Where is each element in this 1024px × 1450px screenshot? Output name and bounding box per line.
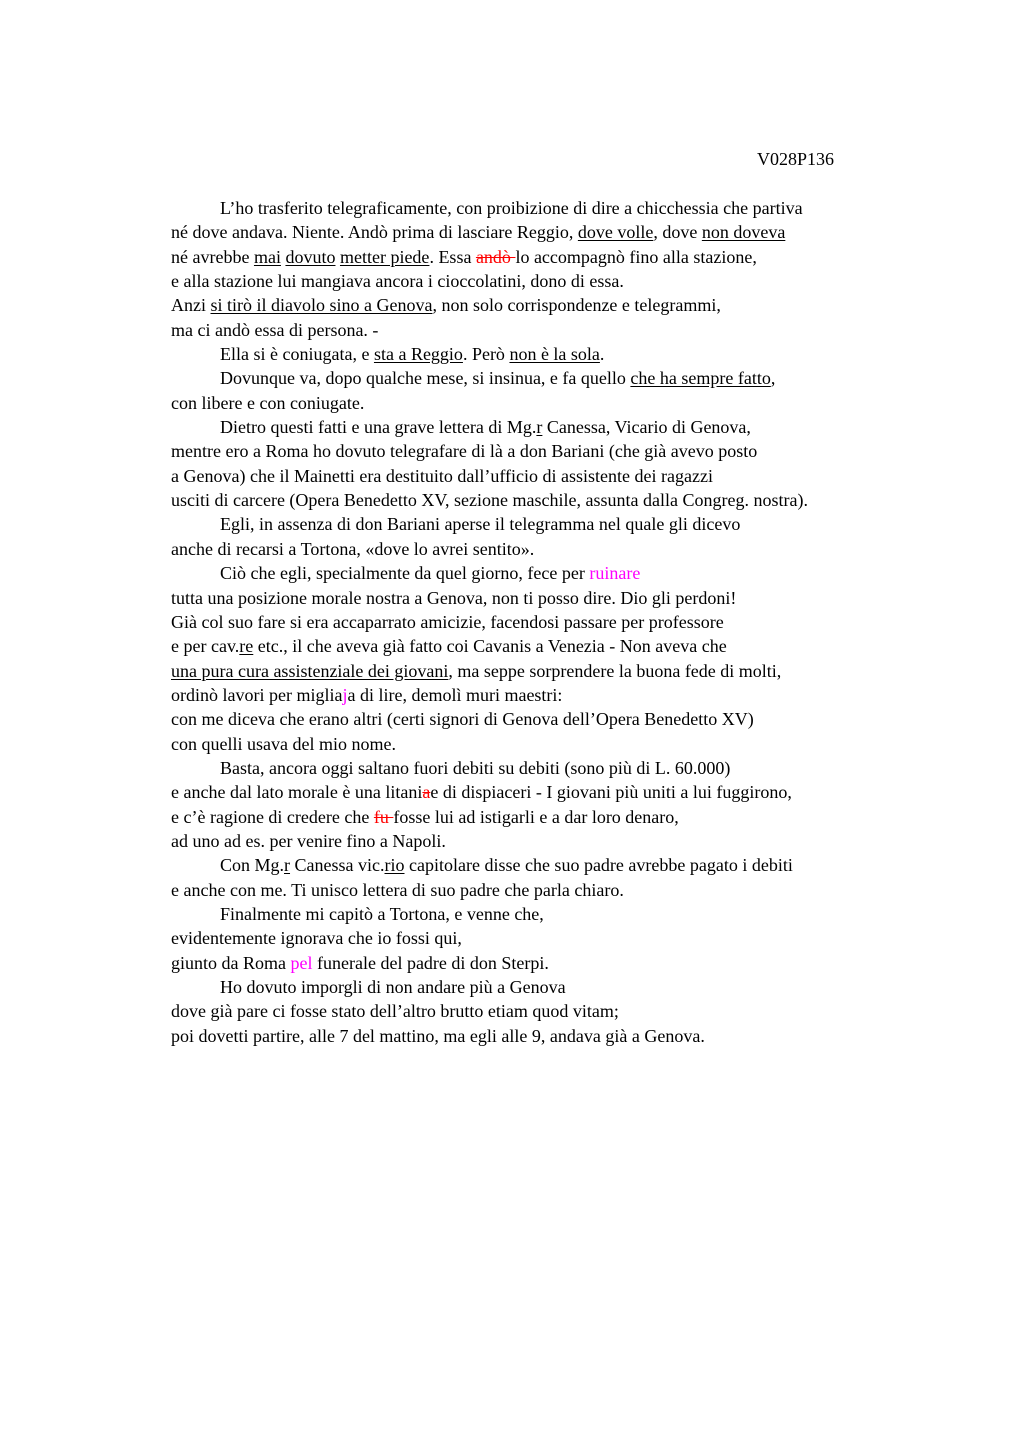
deleted-text: a [422,782,431,803]
text-segment: capitolare disse che suo padre avrebbe pagato i debiti [404,855,793,876]
text-segment: Ella si è coniugata, e [220,344,374,365]
underlined-text: non doveva [701,222,786,243]
text-segment: Ho dovuto imporgli di non andare più a Genova [220,977,566,997]
text-line [171,561,931,585]
text-segment: Finalmente mi capitò a Tortona, e venne che, [220,903,544,924]
text-segment: , dove [653,222,702,243]
text-segment: ordinò lavori per miglia [171,684,343,705]
letter-body [171,196,931,1048]
text-segment: fosse lui ad istigarli e a dar loro denaro, [393,806,679,827]
text-segment: , ma seppe sorprendere la buona fede di molti, [448,660,782,681]
text-segment: Ciò che egli, specialmente da quel giorno, fece per [220,563,590,584]
text-line [171,245,931,269]
highlighted-text: pel [290,952,313,973]
text-line [171,878,931,902]
text-line [171,829,931,853]
text-line [171,951,931,975]
text-line [171,342,931,366]
text-segment: a di lire, demolì muri maestri: [347,684,563,705]
text-segment: e c’è ragione di credere che [171,806,374,827]
text-line [171,780,931,804]
deleted-text: andò [475,246,516,267]
text-segment: e alla stazione lui mangiava ancora i cioccolatini, dono di essa. [171,271,624,292]
underlined-text: r [536,417,543,438]
text-segment: usciti di carcere (Opera Benedetto XV, sezione maschile, assunta dalla Congreg. nostra). [171,490,808,511]
text-segment: e per cav. [171,636,240,657]
page-identifier: V028P136 [757,149,835,169]
text-segment: né dove andava. Niente. Andò prima di lasciare Reggio, [171,222,578,243]
underlined-text: metter piede [339,246,430,267]
underlined-text: una pura cura assistenziale dei giovani [171,660,449,681]
text-segment: anche di recarsi a Tortona, «dove lo avrei sentito». [171,538,535,559]
text-line [171,196,931,220]
text-segment: a Genova) che il Mainetti era destituito dall’ufficio di assistente dei ragazzi [171,465,713,486]
text-segment: Egli, in assenza di don Bariani aperse il telegramma nel quale gli dicevo [220,514,741,535]
text-segment: . Però [462,344,510,365]
text-line [171,634,931,658]
underlined-text: rio [384,855,405,876]
text-segment: e anche con me. Ti unisco lettera di suo padre che parla chiaro. [171,879,624,900]
text-line [171,269,931,293]
text-segment: , non solo corrispondenze e telegrammi, [432,295,721,316]
text-line [171,415,931,439]
text-segment: dove già pare ci fosse stato dell’altro brutto etiam quod vitam; [171,1001,619,1022]
underlined-text: r [284,855,291,876]
text-segment: Già col suo fare si era accaparrato amicizie, facendosi passare per professore [171,611,724,632]
text-segment: . Essa [429,246,476,267]
underlined-text: si tirò il diavolo sino a Genova [210,295,433,316]
text-segment: etc., il che aveva già fatto coi Cavanis a Venezia - Non aveva che [253,636,727,657]
text-segment: , [770,368,776,389]
text-line [171,975,931,999]
text-line [171,391,931,415]
text-segment: Dietro questi fatti e una grave lettera di Mg. [220,417,537,438]
text-segment: Anzi [171,295,211,316]
underlined-text: sta a Reggio [373,344,463,365]
text-segment: lo accompagnò fino alla stazione, [515,246,757,267]
text-segment: Canessa, Vicario di Genova, [542,417,751,438]
text-line [171,805,931,829]
underlined-text: che ha sempre fatto [630,368,771,389]
text-segment: con quelli usava del mio nome. [171,733,396,754]
deleted-text: fu [373,806,394,827]
text-segment: ad uno ad es. per venire fino a Napoli. [171,830,446,851]
text-segment: né avrebbe [171,246,254,267]
text-line [171,732,931,756]
text-segment: Dovunque va, dopo qualche mese, si insinua, e fa quello [220,368,631,389]
text-segment: . [599,344,605,365]
text-line [171,707,931,731]
highlighted-text: ruinare [589,563,641,584]
text-segment: con me diceva che erano altri (certi signori di Genova dell’Opera Benedetto XV) [171,709,754,730]
text-segment: poi dovetti partire, alle 7 del mattino, ma egli alle 9, andava già a Genova. [171,1025,705,1046]
text-line [171,999,931,1023]
text-segment: tutta una posizione morale nostra a Genova, non ti posso dire. Dio gli perdoni! [171,587,737,608]
text-line [171,683,931,707]
text-segment: L’ho trasferito telegraficamente, con proibizione di dire a chicchessia che partiva [220,198,803,218]
text-line [171,220,931,244]
text-line [171,926,931,950]
text-line [171,610,931,634]
text-line [171,1024,931,1048]
text-line [171,366,931,390]
underlined-text: dovuto [285,246,336,267]
text-line [171,853,931,877]
text-line [171,488,931,512]
text-segment: e anche dal lato morale è una litani [171,782,423,803]
underlined-text: dove volle [577,222,654,243]
text-line [171,586,931,610]
text-line [171,318,931,342]
text-segment: giunto da Roma [171,952,291,973]
text-segment: Basta, ancora oggi saltano fuori debiti su debiti (sono più di L. 60.000) [220,757,731,778]
text-segment: con libere e con coniugate. [171,392,365,413]
text-line [171,439,931,463]
text-line [171,659,931,683]
text-segment: ma ci andò essa di persona. - [171,319,379,340]
text-line [171,902,931,926]
underlined-text: re [239,636,254,657]
text-line [171,537,931,561]
highlighted-text: j [342,684,348,705]
text-segment: Canessa vic. [290,855,385,876]
text-segment: e di dispiaceri - I giovani più uniti a lui fuggirono, [430,782,792,803]
text-line [171,464,931,488]
text-segment: Con Mg. [220,855,285,876]
text-segment: mentre ero a Roma ho dovuto telegrafare di là a don Bariani (che già avevo posto [171,441,758,462]
text-line [171,512,931,536]
text-segment: funerale del padre di don Sterpi. [312,952,549,973]
text-line [171,293,931,317]
underlined-text: non è la sola [509,344,600,365]
text-line [171,756,931,780]
text-segment: evidentemente ignorava che io fossi qui, [171,928,462,949]
underlined-text: mai [253,246,281,267]
